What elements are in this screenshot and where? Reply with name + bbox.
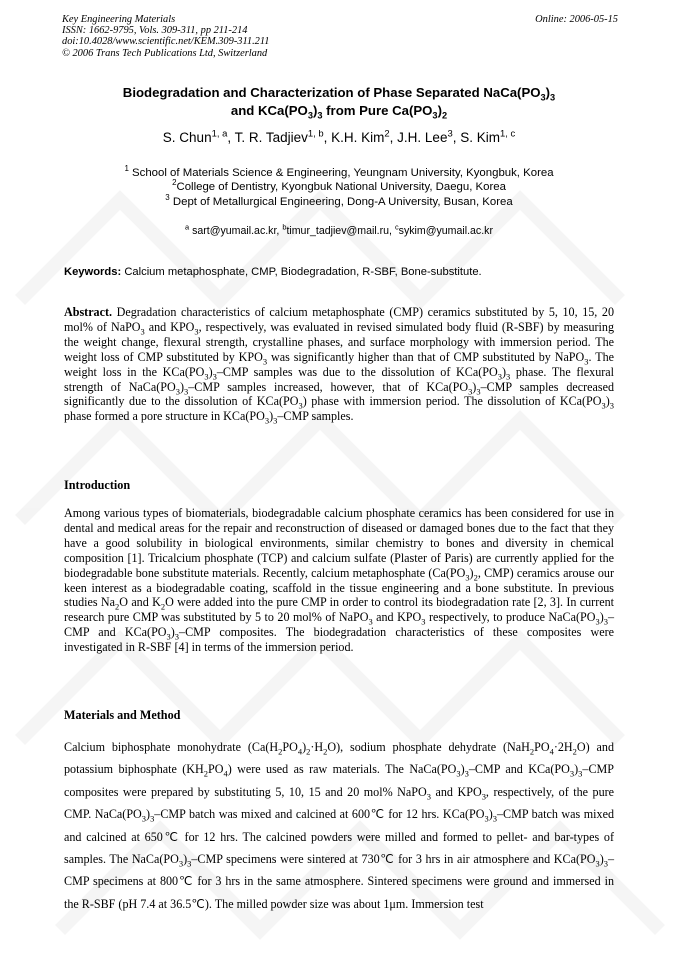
author: T. R. Tadjiev (234, 130, 308, 145)
email-link[interactable]: sykim@yumail.ac.kr (398, 225, 493, 237)
keywords-line (64, 266, 620, 278)
title-line-2: and $KCa(PO_3)_3$ from Pure $Ca(PO_3)_2$ (230, 103, 448, 121)
email-link[interactable]: sart@yumail.ac.kr (192, 225, 277, 237)
doi-line: doi:10.4028/www.scientific.net/KEM.309-311.211 (62, 36, 270, 48)
email-list: $^a$ sart@yumail.ac.kr, $^b$timur_tadjiev@mail.ru, $^c$sykim@yumail.ac.kr (185, 222, 493, 237)
author: J.H. Lee (397, 130, 448, 145)
methods-paragraph: Calcium biphosphate monohydrate $(Ca(H_2PO_4)_2\cdot H_2O)$, sodium phosphate dehydrate $(NaH_2PO_4\cdot 2H_2O)$ and potassium biphosphate $(KH_2PO_4)$ were used as raw materials. The $NaCa(PO_3)_3$–CMP and $KCa(PO_3)_3$–CMP composites were prepared by substituting 5, 10, 15 and 20 mol% NaPO$_3$ and $KPO_3$, respectively, of the pure CMP. $NaCa(PO_3)_3$–CMP batch was mixed and calcined at 600℃ for 12 hrs. $KCa(PO_3)_3$–CMP batch was mixed and calcined at 650℃ for 12 hrs. The calcined powders were milled and formed to pellet- and bar-types of samples. The $NaCa(PO_3)_3$–CMP specimens were sintered at 730℃ for 3 hrs in air atmosphere and $KCa(PO_3)_3$–CMP specimens at 800℃ for 3 hrs in the same atmosphere. Sintered specimens were ground and immersed in the R-SBF (pH 7.4 at 36.5℃). The milled powder size was about 1μm. Immersion test (64, 740, 615, 911)
abstract-paragraph: Abstract. Degradation characteristics of calcium metaphosphate (CMP) ceramics substituted by 5, 10, 15, 20 mol% of NaPO$_3$ and $KPO_3$, respectively, was evaluated in revised simulated body fluid (R-SBF) by measuring the weight change, flexural strength, crystalline phases, and surface morphology with immersion period. The weight loss of CMP substituted by $KPO_3$ was significantly higher than that of CMP substituted by NaPO$_3$. The weight loss in the $KCa(PO_3)_3$–CMP samples was due to the dissolution of $KCa(PO_3)_3$ phase. The flexural strength of $NaCa(PO_3)_3$–CMP samples increased, however, that of $KCa(PO_3)_3$–CMP samples decreased significantly due to the dissolution of $KCa(PO_3)$ phase with immersion period. The dissolution of $KCa(PO_3)_3$ phase formed a pore structure in $KCa(PO_3)_3$–CMP samples. (64, 305, 615, 426)
affiliation-2: $^2$College of Dentistry, Kyongbuk National University, Daegu, Korea (172, 178, 506, 193)
paper-title (40, 84, 638, 120)
issn-line: ISSN: 1662-9795, Vols. 309-311, pp 211-214 (62, 25, 248, 37)
introduction-paragraph: Among various types of biomaterials, biodegradable calcium phosphate ceramics has been considered for use in dental and medical areas for the repair and reconstruction of diseased or damaged bones due to the fact that they have a good solubility in biological environments, similar chemistry to bones and diversity in chemical composition [1]. Tricalcium phosphate (TCP) and calcium sulfate (Plaster of Paris) are currently applied for the biodegradable bone substitute materials. Recently, calcium metaphosphate ($Ca(PO_3)_2$, CMP) ceramics arouse our keen interest as a biodegradable coating, scaffold in the tissue engineering and a bone substitute. In previous studies $Na_2O$ and $K_2O$ were added into the pure CMP in order to control its biodegradation rate [2, 3]. In current research pure CMP was substituted by 5 to 20 mol% of NaPO$_3$ and $KPO_3$ respectively, to produce $NaCa(PO_3)_3$–CMP and $KCa(PO_3)_3$–CMP composites. The biodegradation characteristics of these composites were investigated in R-SBF [4] in terms of the immersion period. (64, 506, 614, 655)
affiliation-3: $^3$ Dept of Metallurgical Engineering, Dong-A University, Busan, Korea (165, 193, 513, 208)
title-line-1: Biodegradation and Characterization of Phase Separated $NaCa(PO_3)_3$ (122, 85, 556, 103)
introduction-heading: Introduction (64, 478, 131, 492)
email-link[interactable]: timur_tadjiev@mail.ru (286, 225, 390, 237)
copyright-line: © 2006 Trans Tech Publications Ltd, Switzerland (62, 47, 268, 59)
affiliation-1: $^1$ School of Materials Science & Engineering, Yeungnam University, Kyongbuk, Korea (124, 164, 554, 179)
author: S. Chun (162, 130, 212, 145)
author-list: S. Chun$^{1, a}$, T. R. Tadjiev$^{1, b}$, K.H. Kim$^2$, J.H. Lee$^3$, S. Kim$^{1, c}$ (162, 128, 516, 145)
methods-heading: Materials and Method (64, 708, 181, 722)
author: S. Kim (460, 130, 500, 145)
author: K.H. Kim (331, 130, 385, 145)
journal-name: Key Engineering Materials (62, 14, 176, 25)
abstract-label: Abstract. (64, 305, 113, 319)
journal-header (62, 14, 618, 59)
keywords-text: Calcium metaphosphate, CMP, Biodegradation, R-SBF, Bone-substitute. (124, 266, 482, 278)
keywords-label: Keywords: (64, 266, 122, 278)
online-date: Online: 2006-05-15 (535, 14, 618, 25)
